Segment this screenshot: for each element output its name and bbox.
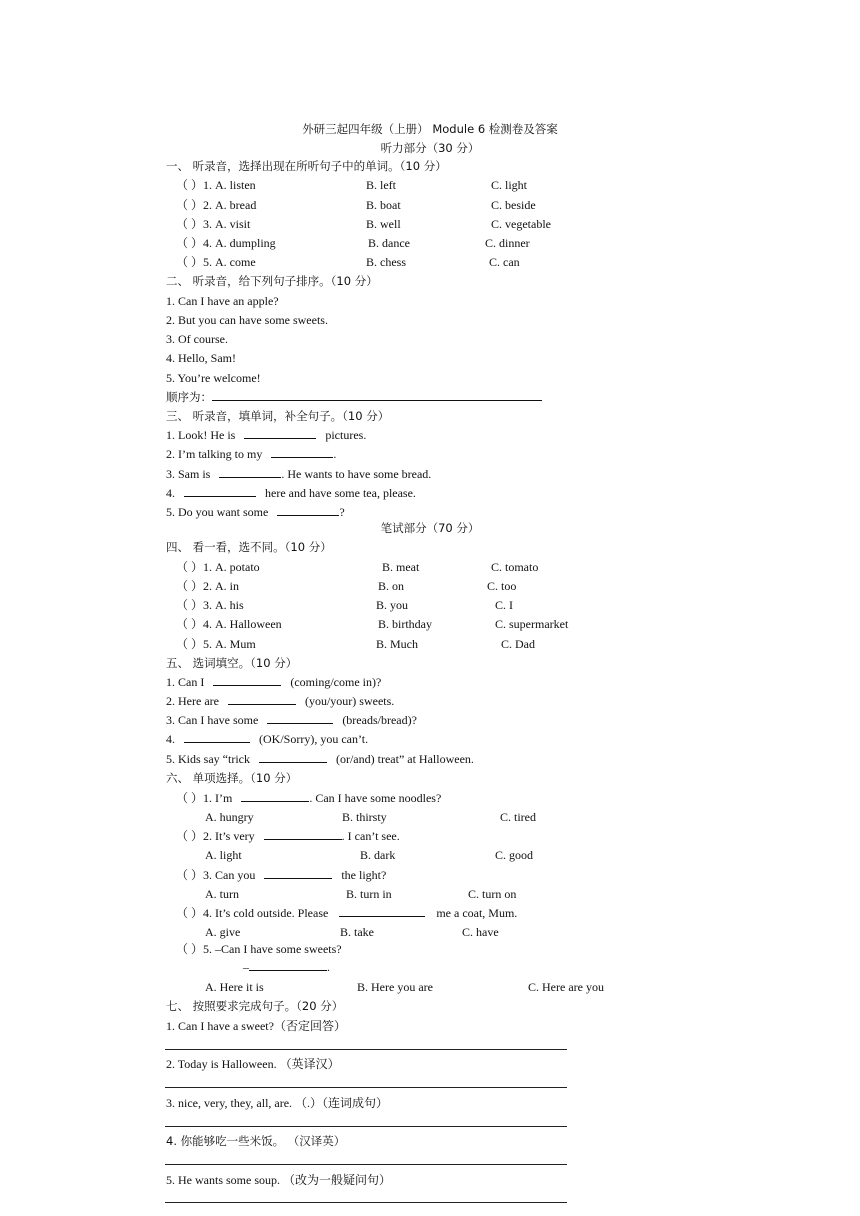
s6-q1-a: A. hungry [205,810,254,824]
s4-q3-b: B. you [376,598,409,612]
s5-item-5 [166,751,474,767]
s3-item-5 [166,504,345,520]
section-5-heading: 五、 选词填空。（10 分） [166,656,298,670]
s6-q3-rest: the light? [341,868,387,882]
s3-item-4-blank[interactable] [184,485,256,497]
s3-item-4-rest: here and have some tea, please. [265,486,416,500]
section-4-heading: 四、 看一看，选不同。（10 分） [166,540,332,554]
s6-q5-a: A. Here it is [205,980,264,994]
s6-q1-c: C. tired [500,810,536,824]
s6-q5-b: B. Here you are [357,980,433,994]
s3-item-1 [166,427,366,443]
s5-item-2-blank[interactable] [228,693,296,705]
s6-q4-a: A. give [205,925,241,939]
page-title: 外研三起四年级（上册） Module 6 检测卷及答案 [302,122,558,136]
s1-q3-a: （ ）3. A. visit [176,217,251,231]
order-answer-line [166,389,542,405]
s6-q3-text: （ ）3. Can you [176,868,256,882]
section-2-heading: 二、 听录音，给下列句子排序。（10 分） [166,274,378,288]
s6-q4 [176,905,517,921]
s1-q1-c: C. light [491,178,528,192]
s3-item-3-text: 3. Sam is [166,467,211,481]
s6-q4-c: C. have [462,925,499,939]
listening-header: 听力部分（30 分） [380,141,480,155]
s6-q4-text: （ ）4. It’s cold outside. Please [176,906,329,920]
s5-item-1-blank[interactable] [213,674,281,686]
s1-q2-c: C. beside [491,198,536,212]
s6-q2-b: B. dark [360,848,396,862]
s6-q3-blank[interactable] [264,867,332,879]
s3-item-3-rest: . He wants to have some bread. [281,467,432,481]
s6-q5-dash: – [243,960,249,974]
s5-item-3-blank[interactable] [267,712,333,724]
s7-answer-line-5[interactable] [165,1202,567,1203]
s4-q3-c: C. I [495,598,513,612]
s1-q1-a: （ ）1. A. listen [176,178,256,192]
s5-item-2-rest: (you/your) sweets. [304,694,395,708]
s5-item-3-rest: (breads/bread)? [342,713,417,727]
s1-q2-a: （ ）2. A. bread [176,198,257,212]
s4-q5-c: C. Dad [501,637,535,651]
s5-item-4 [166,731,368,747]
section-3-heading: 三、 听录音，填单词，补全句子。（10 分） [166,409,390,423]
s6-q1-b: B. thirsty [342,810,387,824]
s3-item-1-rest: pictures. [325,428,367,442]
s6-q2-c: C. good [495,848,534,862]
s6-q5-blank[interactable] [249,959,327,971]
s5-item-1-rest: (coming/come in)? [290,675,382,689]
s2-sentence-4: 4. Hello, Sam! [166,351,236,365]
s5-item-4-text: 4. [166,732,175,746]
s5-item-5-rest: (or/and) treat” at Halloween. [335,752,474,766]
s7-answer-line-3[interactable] [165,1126,567,1127]
s6-q1-rest: . Can I have some noodles? [309,791,442,805]
s3-item-1-text: 1. Look! He is [166,428,236,442]
s1-q3-b: B. well [366,217,401,231]
s6-q2-rest: . I can’t see. [341,829,400,843]
section-7-heading: 七、 按照要求完成句子。（20 分） [166,999,344,1013]
s7-item-2: 2. Today is Halloween. （英译汉） [166,1057,340,1071]
s6-q5-c: C. Here are you [528,980,604,994]
s6-q1-text: （ ）1. I’m [176,791,233,805]
s3-item-5-rest: ? [339,505,345,519]
s4-q4-b: B. birthday [378,617,432,631]
s5-item-4-rest: (OK/Sorry), you can’t. [259,732,369,746]
s6-q5-response: – . [243,960,330,974]
s7-answer-line-1[interactable] [165,1049,567,1050]
s4-q2-c: C. too [487,579,517,593]
s5-item-5-text: 5. Kids say “trick [166,752,250,766]
s7-item-5: 5. He wants some soup. （改为一般疑问句） [166,1173,391,1187]
s6-q2-blank[interactable] [264,828,342,840]
section-1-heading: 一、 听录音，选择出现在所听句子中的单词。（10 分） [166,159,447,173]
s1-q3-c: C. vegetable [491,217,551,231]
s6-q5: （ ）5. –Can I have some sweets? [176,942,342,956]
order-blank[interactable] [212,389,542,401]
s6-q3-a: A. turn [205,887,239,901]
writing-header: 笔试部分（70 分） [380,521,480,535]
s4-q4-a: （ ）4. A. Halloween [176,617,282,631]
s4-q5-a: （ ）5. A. Mum [176,637,256,651]
s4-q3-a: （ ）3. A. his [176,598,244,612]
s7-item-4: 4. 你能够吃一些米饭。 （汉译英） [166,1134,346,1148]
s7-item-1: 1. Can I have a sweet?（否定回答） [166,1019,346,1033]
s6-q2-a: A. light [205,848,242,862]
s7-answer-line-2[interactable] [165,1087,567,1088]
section-6-heading: 六、 单项选择。（10 分） [166,771,298,785]
s6-q3-b: B. turn in [346,887,392,901]
s2-sentence-1: 1. Can I have an apple? [166,294,279,308]
s6-q1-blank[interactable] [241,790,309,802]
s6-q2-text: （ ）2. It’s very [176,829,255,843]
s1-q4-a: （ ）4. A. dumpling [176,236,276,250]
s5-item-3-text: 3. Can I have some [166,713,259,727]
s7-answer-line-4[interactable] [165,1164,567,1165]
s3-item-2-text: 2. I’m talking to my [166,447,263,461]
s2-sentence-3: 3. Of course. [166,332,228,346]
s6-q4-b: B. take [340,925,374,939]
s3-item-3 [166,466,431,482]
s5-item-2-text: 2. Here are [166,694,219,708]
s2-sentence-2: 2. But you can have some sweets. [166,313,328,327]
s5-item-4-blank[interactable] [184,731,250,743]
s4-q4-c: C. supermarket [495,617,569,631]
s5-item-5-blank[interactable] [259,751,327,763]
s7-item-3: 3. nice, very, they, all, are. （.）（连词成句） [166,1096,389,1110]
s3-item-4 [166,485,416,501]
s3-item-2 [166,446,336,462]
s1-q5-a: （ ）5. A. come [176,255,256,269]
s3-item-4-text: 4. [166,486,175,500]
s3-item-3-blank[interactable] [219,466,281,478]
s3-item-2-rest: . [333,447,337,461]
s6-q2 [176,828,400,844]
s1-q5-c: C. can [489,255,520,269]
s4-q5-b: B. Much [376,637,418,651]
s4-q2-a: （ ）2. A. in [176,579,240,593]
s6-q4-blank[interactable] [339,905,425,917]
s6-q4-rest: me a coat, Mum. [436,906,518,920]
s6-q1 [176,790,441,806]
s1-q4-c: C. dinner [485,236,530,250]
s3-item-5-blank[interactable] [277,504,339,516]
s6-q3 [176,867,386,883]
s3-item-1-blank[interactable] [244,427,316,439]
s4-q2-b: B. on [378,579,405,593]
s6-q3-c: C. turn on [468,887,517,901]
s3-item-2-blank[interactable] [271,446,333,458]
s4-q1-c: C. tomato [491,560,539,574]
s4-q1-b: B. meat [382,560,420,574]
s1-q1-b: B. left [366,178,396,192]
order-label: 顺序为： [166,390,212,404]
s4-q1-a: （ ）1. A. potato [176,560,260,574]
s5-item-1-text: 1. Can I [166,675,205,689]
s5-item-2 [166,693,394,709]
s1-q5-b: B. chess [366,255,406,269]
s2-sentence-5: 5. You’re welcome! [166,371,261,385]
s1-q2-b: B. boat [366,198,401,212]
s5-item-3 [166,712,417,728]
s1-q4-b: B. dance [368,236,410,250]
s5-item-1 [166,674,381,690]
s3-item-5-text: 5. Do you want some [166,505,269,519]
